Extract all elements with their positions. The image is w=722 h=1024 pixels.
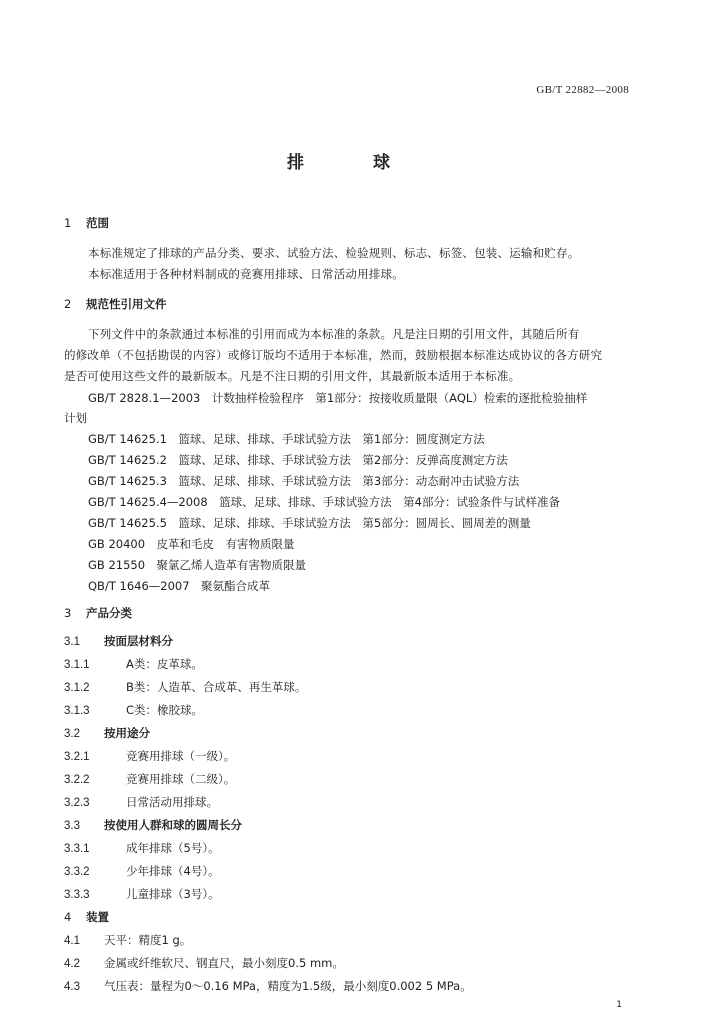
clause-3-1-3: 3.1.3 C类：橡胶球。: [64, 703, 204, 717]
section-number: 3: [64, 606, 72, 620]
section-4-heading: [64, 909, 109, 925]
section-number: 4: [64, 910, 72, 924]
section-title: 规范性引用文件: [86, 297, 167, 311]
clause-4-1: 4.1 天平：精度1 g。: [64, 933, 192, 947]
clause-3-1-2: 3.1.2 B类：人造革、合成革、再生革球。: [64, 680, 307, 694]
section-title: 范围: [86, 216, 109, 230]
reference-item-continuation: 计划: [64, 411, 87, 425]
section-1-heading: [64, 215, 109, 231]
reference-item: GB/T 14625.4—2008 篮球、足球、排球、手球试验方法 第4部分：试验条件与试样准备: [88, 495, 560, 509]
clause-3-1-1: 3.1.1 A类：皮革球。: [64, 657, 203, 671]
reference-item: GB/T 2828.1—2003 计数抽样检验程序 第1部分：按接收质量限（AQL）检索的逐批检验抽样: [88, 391, 588, 405]
reference-item: GB 20400 皮革和毛皮 有害物质限量: [88, 537, 295, 551]
title-char-1: 排: [287, 153, 304, 173]
paragraph: 本标准适用于各种材料制成的竞赛用排球、日常活动用排球。: [88, 267, 404, 281]
reference-item: GB/T 14625.5 篮球、足球、排球、手球试验方法 第5部分：圆周长、圆周差的测量: [88, 516, 531, 530]
reference-item: QB/T 1646—2007 聚氨酯合成革: [88, 579, 271, 593]
subsection-3-3: 3.3 按使用人群和球的圆周长分: [64, 818, 242, 832]
reference-item: GB/T 14625.2 篮球、足球、排球、手球试验方法 第2部分：反弹高度测定方法: [88, 453, 508, 467]
page-number: 1: [616, 1000, 622, 1010]
clause-4-3: 4.3 气压表：量程为0～0.16 MPa，精度为1.5级，最小刻度0.002 5 MPa。: [64, 979, 472, 993]
section-title: 装置: [86, 910, 109, 924]
clause-3-2-2: 3.2.2 竞赛用排球（二级）。: [64, 772, 236, 786]
section-2-heading: [64, 296, 167, 312]
section-title: 产品分类: [86, 606, 132, 620]
clause-4-2: 4.2 金属或纤维软尺、钢直尺，最小刻度0.5 mm。: [64, 956, 344, 970]
section-3-heading: [64, 605, 132, 621]
reference-item: GB/T 14625.3 篮球、足球、排球、手球试验方法 第3部分：动态耐冲击试验方法: [88, 474, 520, 488]
reference-item: GB 21550 聚氯乙烯人造革有害物质限量: [88, 558, 307, 572]
clause-3-3-3: 3.3.3 儿童排球（3号）。: [64, 887, 220, 901]
paragraph: 本标准规定了排球的产品分类、要求、试验方法、检验规则、标志、标签、包装、运输和贮存。: [88, 246, 580, 260]
section-number: 1: [64, 216, 72, 230]
clause-3-2-3: 3.2.3 日常活动用排球。: [64, 795, 218, 809]
title-char-2: 球: [373, 153, 390, 173]
document-code: GB/T 22882—2008: [536, 84, 629, 96]
reference-item: GB/T 14625.1 篮球、足球、排球、手球试验方法 第1部分：圆度测定方法: [88, 432, 485, 446]
paragraph-line: 下列文件中的条款通过本标准的引用而成为本标准的条款。凡是注日期的引用文件，其随后所有: [88, 327, 580, 341]
clause-3-2-1: 3.2.1 竞赛用排球（一级）。: [64, 749, 236, 763]
subsection-3-2: 3.2 按用途分: [64, 726, 150, 740]
clause-3-3-2: 3.3.2 少年排球（4号）。: [64, 864, 220, 878]
clause-3-3-1: 3.3.1 成年排球（5号）。: [64, 841, 220, 855]
paragraph-line: 是否可使用这些文件的最新版本。凡是不注日期的引用文件，其最新版本适用于本标准。: [64, 369, 521, 383]
section-number: 2: [64, 297, 72, 311]
subsection-3-1: 3.1 按面层材料分: [64, 634, 173, 648]
paragraph-line: 的修改单（不包括勘误的内容）或修订版均不适用于本标准，然而，鼓励根据本标准达成协议的各方研究: [64, 348, 603, 362]
